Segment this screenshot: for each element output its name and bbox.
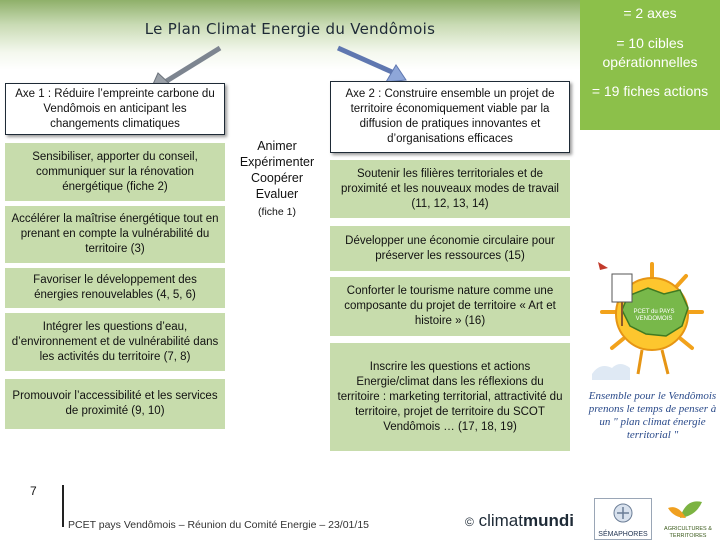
verb-evaluer: Evaluer <box>255 187 299 201</box>
logo-semaphores-text: SÉMAPHORES <box>598 531 648 538</box>
stat-cibles: = 10 cibles opérationnelles <box>602 35 698 70</box>
logo-climat: climat <box>478 511 523 530</box>
map-sign-text: PCET du PAYS <box>633 309 675 315</box>
axe1-item-4: Intégrer les questions d’eau, d’environnement et de vulnérabilité dans les activités du territoire (7, 8) <box>5 313 225 371</box>
agri-logo <box>656 496 720 540</box>
agri-leaf-icon <box>656 496 720 522</box>
stat-fiches: = 19 fiches actions <box>591 83 709 99</box>
map-sign-text-2: VENDOMOIS <box>635 316 673 322</box>
bird-icon <box>598 262 608 270</box>
arrow-to-axe2-head <box>386 65 406 82</box>
axe1-item-5: Promouvoir l’accessibilité et les services de proximité (9, 10) <box>5 379 225 429</box>
axe1-item-1: Sensibiliser, apporter du conseil, communiquer sur la rénovation énergétique (fiche 2) <box>5 143 225 201</box>
pcet-sun-illustration <box>590 256 715 391</box>
stats-panel <box>580 0 720 130</box>
axe2-item-1: Soutenir les filières territoriales et de proximité et les nouveaux modes de travail (11, 12, 13, 14) <box>330 160 570 218</box>
axe1-item-3: Favoriser le développement des énergies renouvelables (4, 5, 6) <box>5 268 225 308</box>
axe2-item-2: Développer une économie circulaire pour préserver les ressources (15) <box>330 226 570 271</box>
logo-copyright: © <box>465 515 474 529</box>
page-number: 7 <box>30 484 37 498</box>
cloud-icon <box>592 364 630 380</box>
arrow-to-axe2 <box>338 48 392 72</box>
semaphores-icon <box>595 499 651 525</box>
page-title: Le Plan Climat Energie du Vendômois <box>144 20 436 38</box>
illustration-caption: Ensemble pour le Vendômois prenons le temps de penser à un " plan climat énergie territorial " <box>588 390 717 441</box>
climatmundi-logo <box>465 511 595 531</box>
logo-agri-text: AGRICULTURES & TERRITOIRES <box>664 526 712 539</box>
sun-legs <box>638 350 668 374</box>
footer-divider <box>62 485 64 527</box>
axe2-title: Axe 2 : Construire ensemble un projet de territoire économiquement viable par la diffusion de pratiques innovantes et d’organisations efficaces <box>330 81 570 153</box>
verb-cooperer: Coopérer <box>250 171 304 185</box>
arrow-to-axe1 <box>165 48 220 82</box>
center-verbs <box>232 138 322 220</box>
verb-experimenter: Expérimenter <box>239 155 315 169</box>
axis-arrows <box>0 0 580 90</box>
center-note: (fiche 1) <box>258 206 296 218</box>
axe1-title: Axe 1 : Réduire l’empreinte carbone du Vendômois en anticipant les changements climatiques <box>5 83 225 135</box>
axe2-item-4: Inscrire les questions et actions Energie/climat dans les réflexions du territoire : marketing territorial, attractivité du territoire, projet de territoire du SCOT Vendômois … (17, 18, 19) <box>330 343 570 451</box>
axe2-item-3: Conforter le tourisme nature comme une composante du projet de territoire « Art et histoire » (16) <box>330 277 570 336</box>
axe1-item-2: Accélérer la maîtrise énergétique tout en prenant en compte la vulnérabilité du territoire (3) <box>5 206 225 263</box>
footer-text: PCET pays Vendômois – Réunion du Comité Energie – 23/01/15 <box>68 519 369 531</box>
stat-axes: = 2 axes <box>623 5 677 21</box>
semaphores-logo <box>594 498 652 540</box>
verb-animer: Animer <box>257 139 297 153</box>
signpost <box>612 274 632 302</box>
logo-mundi: mundi <box>522 511 574 530</box>
